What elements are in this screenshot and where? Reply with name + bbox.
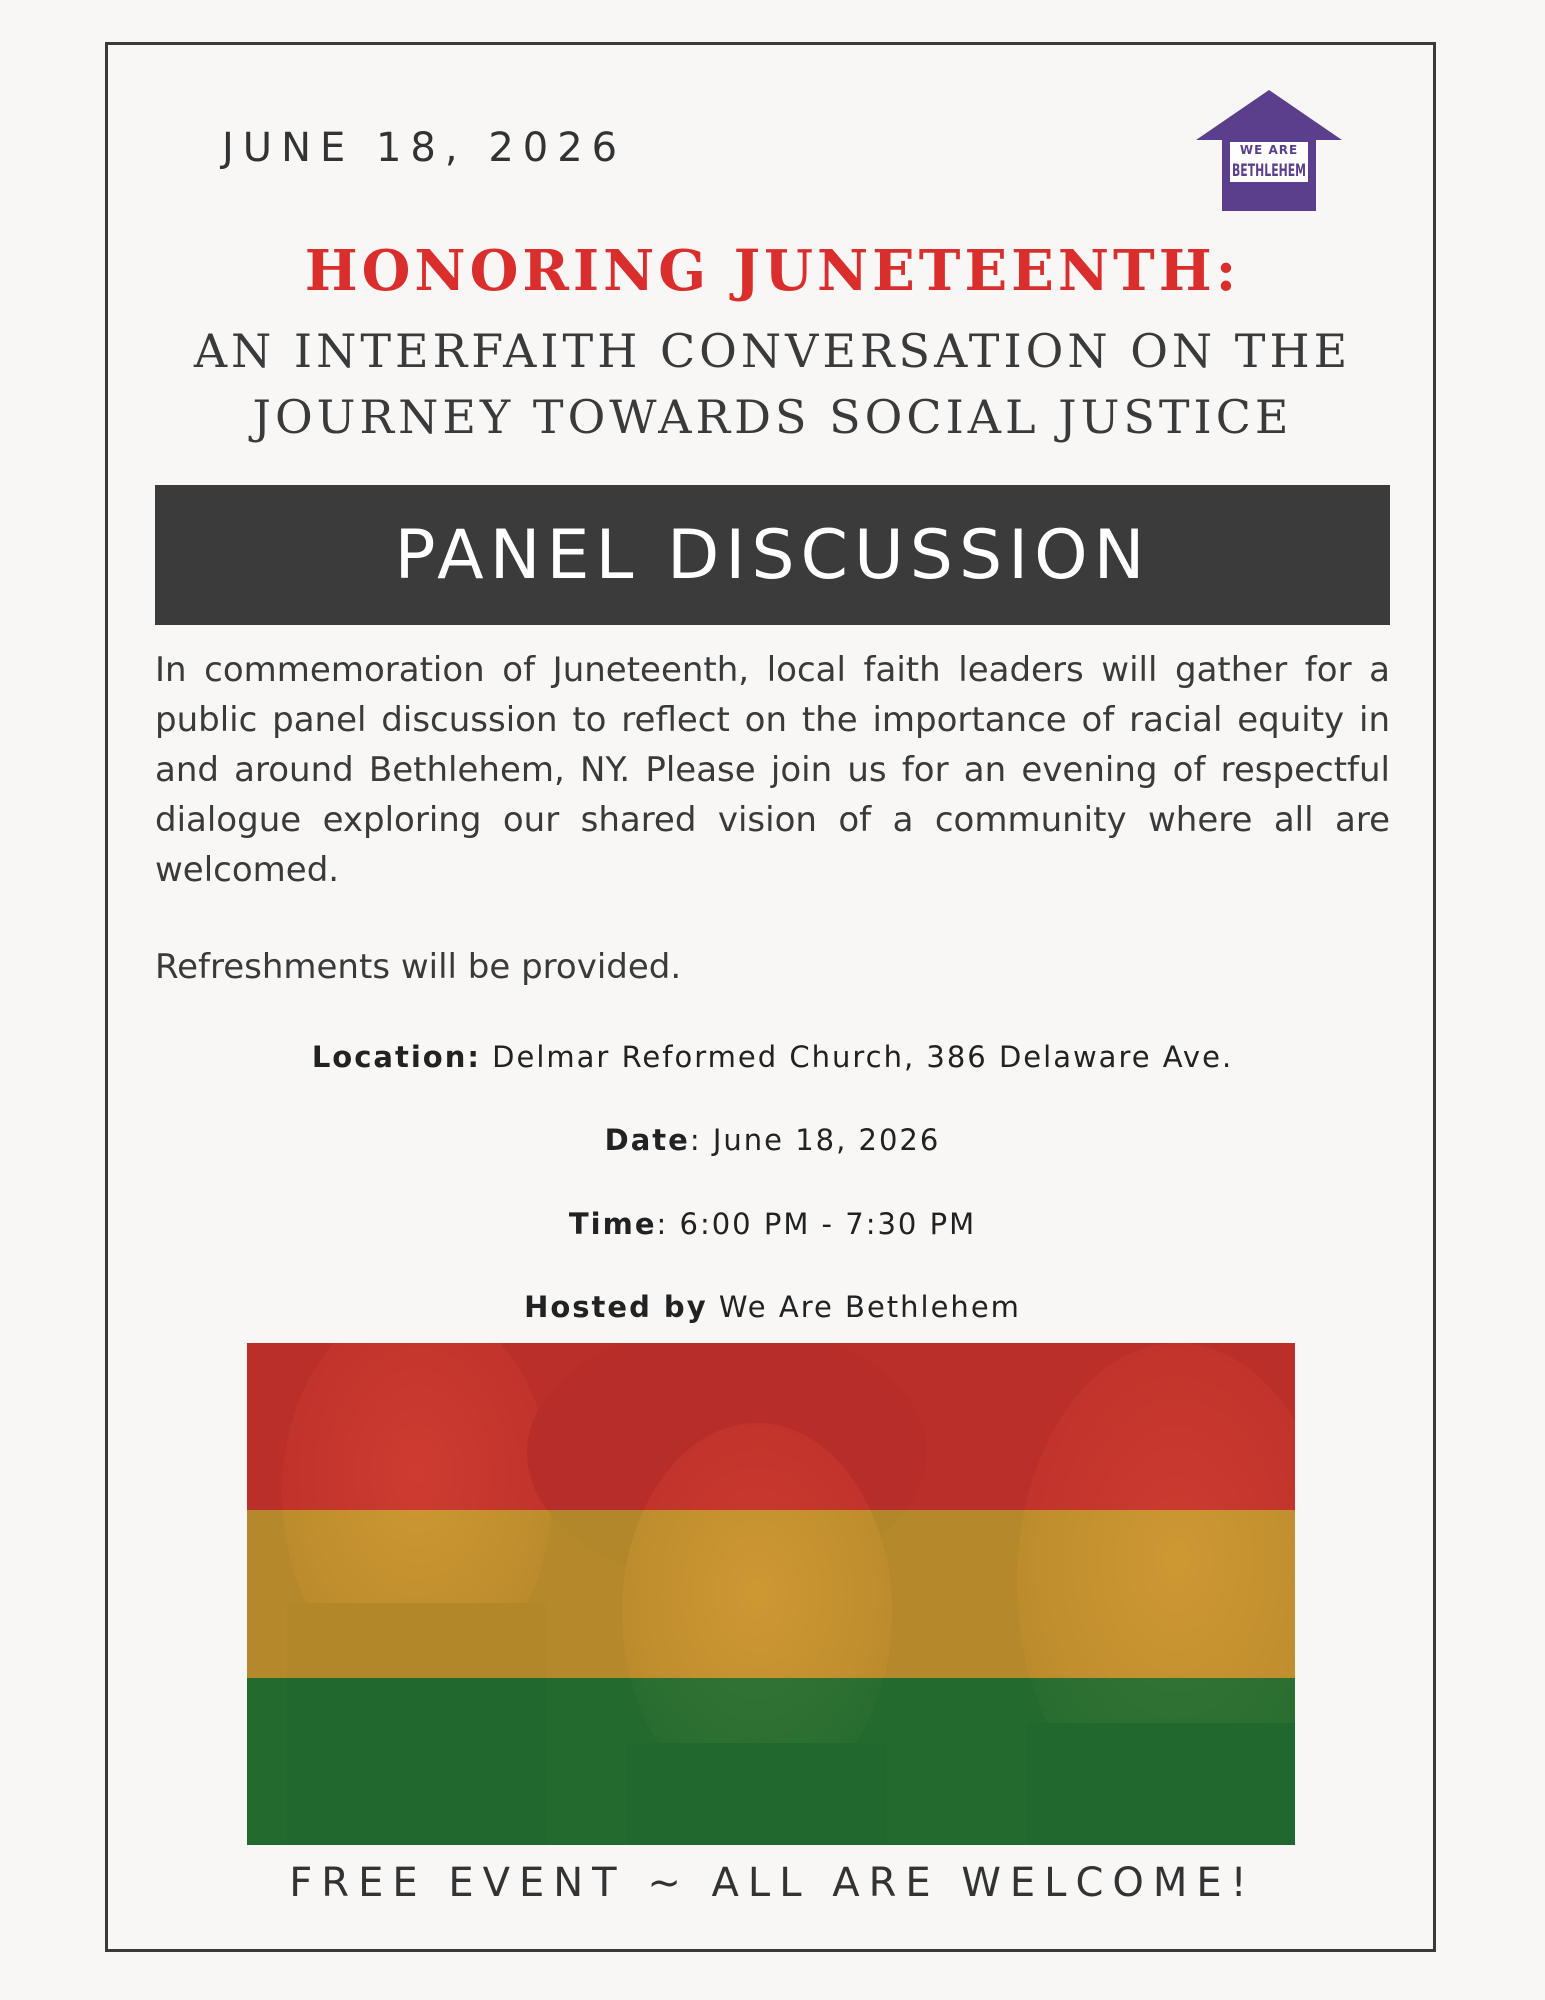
- subtitle-line-2: JOURNEY TOWARDS SOCIAL JUSTICE: [252, 390, 1293, 444]
- description-paragraph: In commemoration of Juneteenth, local faith leaders will gather for a public panel discussion to reflect on the importance of racial equity in and around Bethlehem, NY. Please join us for an evening of respectful dialogue exploring our shared vision of a community where all are welcomed.: [155, 650, 1390, 890]
- location-value: Delmar Reformed Church, 386 Delaware Ave.: [480, 1040, 1234, 1074]
- event-subtitle: [0, 318, 1545, 450]
- location-line: [0, 1040, 1545, 1074]
- header-date: JUNE 18, 2026: [222, 125, 627, 171]
- date-line: [0, 1123, 1545, 1157]
- host-value: We Are Bethlehem: [707, 1290, 1021, 1324]
- panel-banner: [155, 485, 1390, 625]
- event-title: HONORING JUNETEENTH:: [304, 238, 1241, 304]
- time-label: Time: [568, 1207, 657, 1241]
- time-value: : 6:00 PM - 7:30 PM: [656, 1207, 977, 1241]
- logo-text-top: WE ARE: [1239, 143, 1299, 157]
- logo-text-bottom: BETHLEHEM: [1232, 161, 1306, 181]
- host-line: [0, 1290, 1545, 1324]
- banner-label: PANEL DISCUSSION: [394, 515, 1151, 595]
- footer-tagline: FREE EVENT ~ ALL ARE WELCOME!: [289, 1860, 1256, 1906]
- we-are-bethlehem-logo: [1194, 88, 1344, 213]
- refreshments-note: Refreshments will be provided.: [155, 947, 682, 987]
- time-line: [0, 1207, 1545, 1241]
- subtitle-line-1: AN INTERFAITH CONVERSATION ON THE: [193, 324, 1352, 378]
- date-label: Date: [604, 1123, 690, 1157]
- location-label: Location:: [311, 1040, 481, 1074]
- date-value: : June 18, 2026: [689, 1123, 941, 1157]
- juneteenth-flag-photo: [247, 1343, 1295, 1845]
- host-label: Hosted by: [524, 1290, 708, 1324]
